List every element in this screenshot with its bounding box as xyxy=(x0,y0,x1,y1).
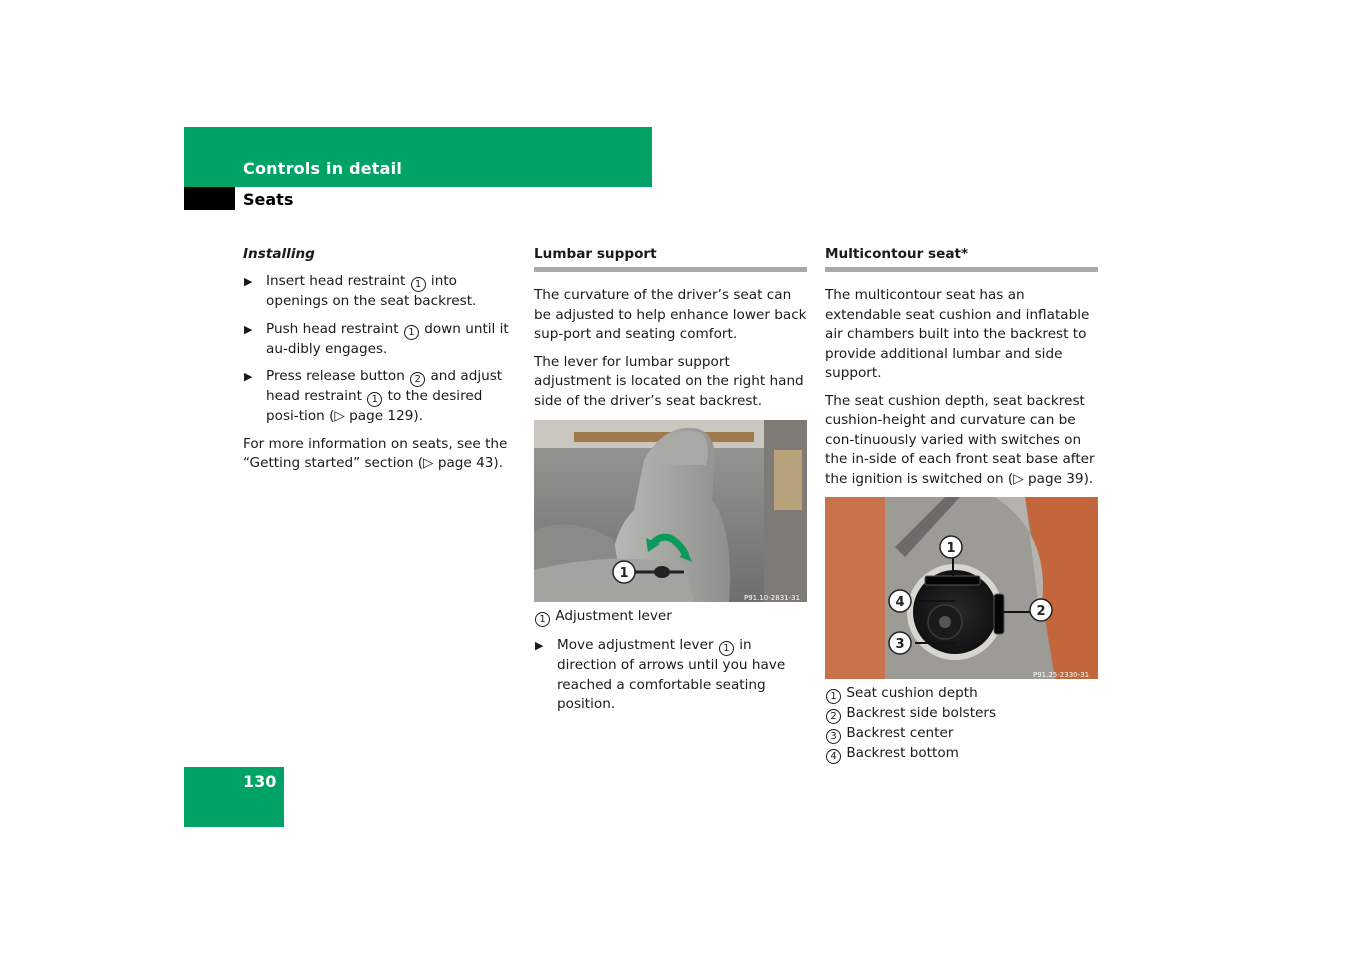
bullet-triangle-icon: ▶ xyxy=(535,639,544,652)
callout-number: 1 xyxy=(719,641,734,656)
lumbar-caption-list xyxy=(534,607,807,627)
step-text: Insert head restraint xyxy=(266,273,410,289)
section-title: Controls in detail xyxy=(243,159,402,178)
step-text: Press release button xyxy=(266,368,410,384)
caption-text: Adjustment lever xyxy=(555,608,672,624)
column-installing xyxy=(243,245,518,482)
lumbar-paragraph-2: The lever for lumbar support adjustment is located on the right hand side of the driver’s seat backrest. xyxy=(534,353,804,409)
multicontour-paragraph-1: The multicontour seat has an extendable seat cushion and inflatable air chambers built into the backrest to provide additional lumbar and side support. xyxy=(825,287,1090,381)
photo-callout-1: 1 xyxy=(619,566,629,581)
column-lumbar-support xyxy=(534,245,807,723)
installing-step-2 xyxy=(243,320,518,360)
lumbar-seat-photo xyxy=(534,420,807,602)
callout-number: 1 xyxy=(411,277,426,292)
installing-step-1 xyxy=(243,272,518,312)
photo-callout-4: 4 xyxy=(895,595,905,610)
column-multicontour-seat xyxy=(825,245,1098,764)
callout-number: 3 xyxy=(826,729,841,744)
callout-number: 2 xyxy=(410,372,425,387)
lumbar-step xyxy=(534,636,807,715)
caption-text: Backrest bottom xyxy=(846,745,959,761)
step-text: in direction of arrows until you have reached a comfortable seating position. xyxy=(557,637,786,712)
caption-text: Seat cushion depth xyxy=(846,685,978,701)
step-text: to the desired posi-tion (▷ page 129). xyxy=(266,388,483,424)
bullet-triangle-icon: ▶ xyxy=(244,275,253,288)
caption-text: Backrest side bolsters xyxy=(846,705,997,721)
installing-heading: Installing xyxy=(243,246,315,262)
callout-number: 1 xyxy=(367,392,382,407)
header-bar xyxy=(184,127,652,187)
bullet-triangle-icon: ▶ xyxy=(244,370,253,383)
multicontour-caption-list xyxy=(825,684,1098,764)
more-info-note: For more information on seats, see the “Getting started” section (▷ page 43). xyxy=(243,435,508,471)
page-number: 130 xyxy=(243,772,277,791)
callout-number: 1 xyxy=(826,689,841,704)
lumbar-paragraph-1: The curvature of the driver’s seat can be adjusted to help enhance lower back sup-port and seating comfort. xyxy=(534,287,807,342)
subheader-marker xyxy=(184,187,235,210)
step-text: Move adjustment lever xyxy=(557,637,718,653)
step-text: Push head restraint xyxy=(266,320,403,337)
caption-item xyxy=(825,744,1098,764)
lumbar-heading: Lumbar support xyxy=(534,245,807,272)
photo-callout-3: 3 xyxy=(895,637,905,652)
step-text: and adjust head restraint xyxy=(266,368,503,404)
bullet-triangle-icon: ▶ xyxy=(244,322,253,336)
photo-code: P91.25-2330-31 xyxy=(1033,671,1090,679)
callout-number: 2 xyxy=(826,709,841,724)
caption-text: Backrest center xyxy=(846,725,954,741)
subsection-title: Seats xyxy=(243,190,294,209)
multicontour-switch-photo xyxy=(825,497,1098,679)
callout-number: 1 xyxy=(404,325,419,340)
photo-callout-2: 2 xyxy=(1036,604,1046,619)
callout-number: 1 xyxy=(535,612,550,627)
caption-item xyxy=(825,724,1098,744)
multicontour-paragraph-2: The seat cushion depth, seat backrest cushion-height and curvature can be con-tinuously varied with switches on the in-side of each front seat base after the ignition is switched on (▷ page 39). xyxy=(825,392,1095,487)
step-text: into openings on the seat backrest. xyxy=(266,273,477,309)
photo-callout-1: 1 xyxy=(946,541,956,556)
installing-step-3 xyxy=(243,367,518,427)
caption-item xyxy=(825,704,1098,724)
step-text: down until it au-dibly engages. xyxy=(266,320,509,357)
multicontour-heading: Multicontour seat* xyxy=(825,245,1098,272)
callout-number: 4 xyxy=(826,749,841,764)
photo-code: P91.10-2831-31 xyxy=(744,594,801,602)
caption-item xyxy=(534,607,807,627)
caption-item xyxy=(825,684,1098,704)
